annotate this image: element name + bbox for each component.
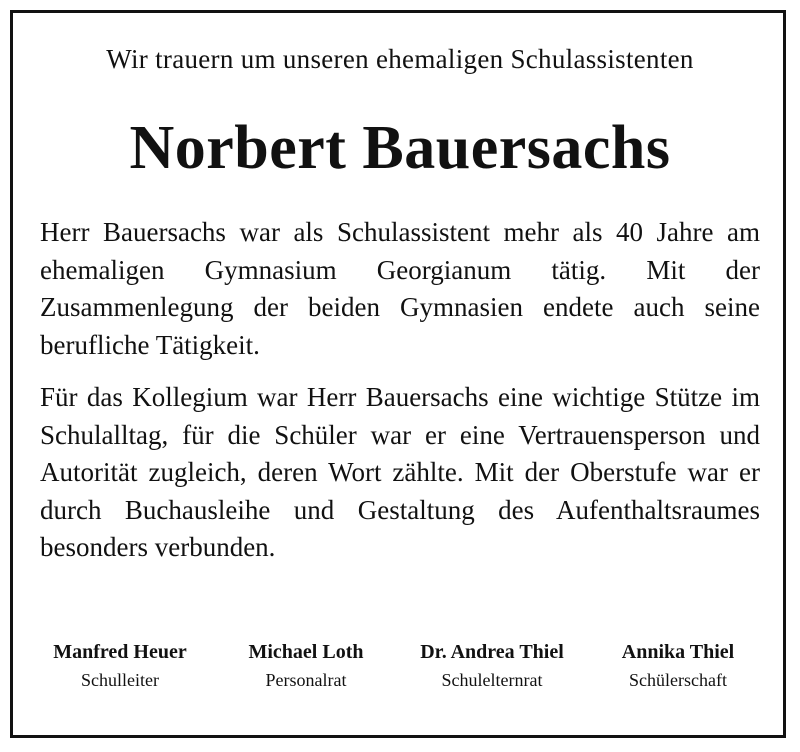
signatory-role: Schülerschaft xyxy=(629,670,727,690)
signature-block xyxy=(30,638,210,694)
signature-block xyxy=(216,638,396,694)
signatory-name: Dr. Andrea Thiel xyxy=(420,641,564,663)
paragraph-tribute: Für das Kollegium war Herr Bauersachs eine wichtige Stütze im Schulalltag, für die Schüler war er eine Vertrauensperson und Autorität zugleich, deren Wort zählte. Mit der Oberstufe war er durch Buchausleihe und Gestaltung des Aufenthaltsraumes besonders verbunden. xyxy=(40,382,760,562)
signatory-role: Schulelternrat xyxy=(441,670,543,690)
signature-block xyxy=(402,638,582,694)
paragraph-career: Herr Bauersachs war als Schulassistent mehr als 40 Jahre am ehemaligen Gymnasium Georgianum tätig. Mit der Zusammenlegung der beiden Gymnasien endete auch seine berufliche Tätigkeit. xyxy=(40,217,760,360)
deceased-name: Norbert Bauersachs xyxy=(129,114,671,182)
signatory-role: Schulleiter xyxy=(81,670,159,690)
signatory-role: Personalrat xyxy=(265,670,347,690)
signatures-row xyxy=(30,638,768,694)
signatory-name: Manfred Heuer xyxy=(53,641,187,663)
signatory-name: Annika Thiel xyxy=(621,641,735,663)
signatory-name: Michael Loth xyxy=(248,641,364,663)
signature-block xyxy=(588,638,768,694)
intro-line: Wir trauern um unseren ehemaligen Schulassistenten xyxy=(106,44,694,74)
